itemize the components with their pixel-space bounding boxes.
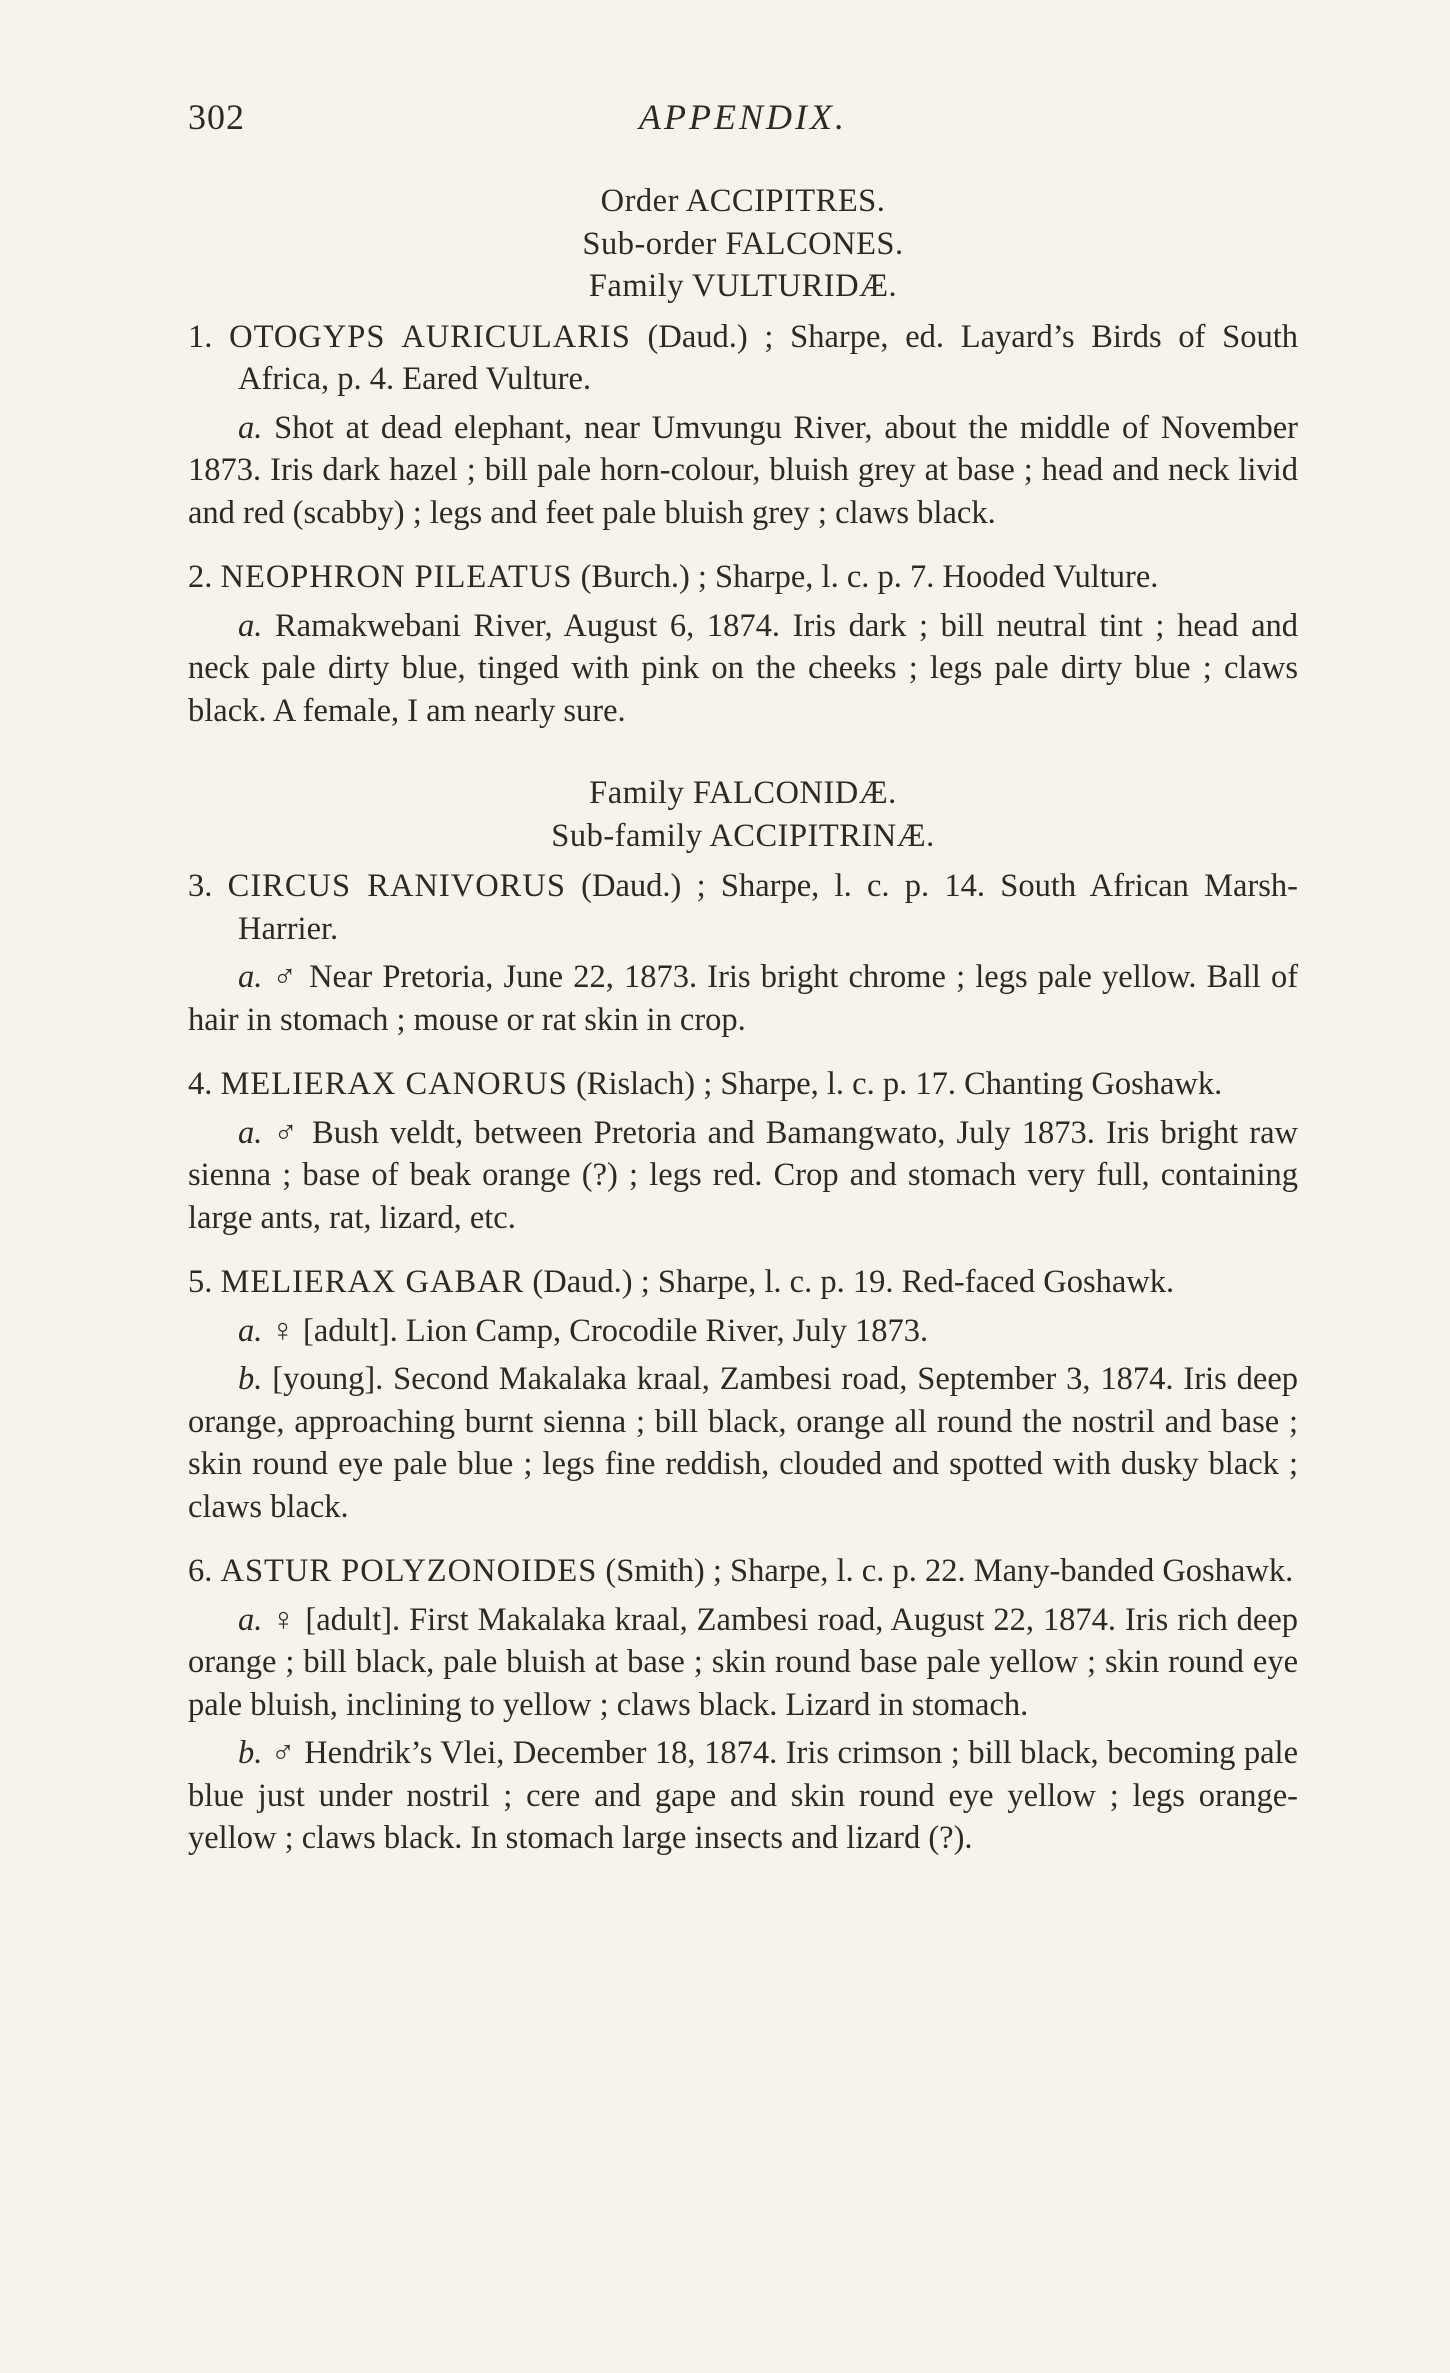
specimen-mark: b. ♂ — [238, 1735, 296, 1771]
entry-number: 4. — [188, 1066, 213, 1102]
species-reference: (Daud.) ; Sharpe, ed. Layard’s Birds of South Africa, p. 4. Eared Vulture. — [238, 318, 1298, 397]
entry-number: 2. — [188, 559, 213, 595]
page-header — [188, 96, 1298, 156]
species-entry — [188, 316, 1298, 401]
specimen-mark: a. ♂ — [238, 1114, 301, 1151]
specimen-mark: a. ♂ — [238, 959, 299, 995]
specimen-mark: a. ♀ — [238, 1312, 295, 1349]
order-heading: Order ACCIPITRES. — [600, 183, 886, 219]
specimen-mark: b. — [238, 1361, 263, 1397]
specimen-mark: a. — [238, 409, 263, 446]
specimen-note — [188, 1112, 1298, 1240]
specimen-text: [adult]. Lion Camp, Crocodile River, July 1873. — [294, 1312, 929, 1349]
running-title: APPENDIX. — [639, 97, 847, 137]
species-entry — [188, 1063, 1298, 1106]
entry-number: 1. — [188, 318, 213, 355]
species-name: MELIERAX GABAR — [220, 1264, 525, 1300]
species-entry — [188, 1261, 1298, 1304]
species-name: ASTUR POLYZONOIDES — [220, 1553, 598, 1589]
specimen-mark: a. — [238, 607, 263, 644]
specimen-text: Ramakwebani River, August 6, 1874. Iris dark ; bill neutral tint ; head and neck pale dirty blue, tinged with pink on the cheeks ; legs pale dirty blue ; claws black. A female, I am nearly sure. — [188, 607, 1298, 729]
specimen-text: Bush veldt, between Pretoria and Bamangwato, July 1873. Iris bright raw sienna ; base of beak orange (?) ; legs red. Crop and stomach very full, containing large ants, rat, lizard, etc. — [188, 1114, 1298, 1236]
specimen-text: Hendrik’s Vlei, December 18, 1874. Iris crimson ; bill black, becoming pale blue just under nostril ; cere and gape and skin round eye yellow ; legs orange-yellow ; claws black. In stomach large insects and lizard (?). — [188, 1735, 1299, 1856]
family-heading: Family FALCONIDÆ. — [589, 775, 897, 811]
entry-number: 6. — [188, 1553, 213, 1589]
species-reference: (Burch.) ; Sharpe, l. c. p. 7. Hooded Vulture. — [572, 559, 1159, 595]
specimen-note — [188, 1358, 1298, 1528]
specimen-note — [188, 407, 1298, 535]
specimen-note — [188, 1310, 1298, 1353]
specimen-mark: a. ♀ — [238, 1601, 297, 1638]
specimen-text: [young]. Second Makalaka kraal, Zambesi road, September 3, 1874. Iris deep orange, approaching burnt sienna ; bill black, orange all round the nostril and base ; skin round eye pale blue ; legs fine reddish, clouded and spotted with dusky black ; claws black. — [188, 1361, 1298, 1525]
page-number: 302 — [188, 97, 245, 137]
species-name: OTOGYPS AURICULARIS — [229, 318, 631, 355]
subfamily-heading: Sub-family ACCIPITRINÆ. — [551, 817, 935, 854]
species-reference: (Daud.) ; Sharpe, l. c. p. 19. Red-faced Goshawk. — [524, 1264, 1175, 1300]
species-entry — [188, 1550, 1298, 1593]
page-body — [188, 180, 1298, 1860]
specimen-text: Shot at dead elephant, near Umvungu River, about the middle of November 1873. Iris dark hazel ; bill pale horn-colour, bluish grey at base ; head and neck livid and red (scabby) ; legs and feet pale bluish grey ; claws black. — [188, 409, 1298, 531]
species-reference: (Daud.) ; Sharpe, l. c. p. 14. South African Marsh-Harrier. — [238, 868, 1298, 947]
specimen-note — [188, 605, 1298, 733]
species-entry — [188, 865, 1298, 950]
specimen-text: [adult]. First Makalaka kraal, Zambesi road, August 22, 1874. Iris rich deep orange ; bill black, pale bluish at base ; skin round base pale yellow ; skin round eye pale bluish, inclining to yellow ; claws black. Lizard in stomach. — [188, 1601, 1299, 1723]
specimen-note — [188, 1599, 1298, 1727]
specimen-text: Near Pretoria, June 22, 1873. Iris bright chrome ; legs pale yellow. Ball of hair in stomach ; mouse or rat skin in crop. — [188, 959, 1299, 1038]
species-entry — [188, 556, 1298, 599]
species-reference: (Rislach) ; Sharpe, l. c. p. 17. Chanting Goshawk. — [567, 1066, 1223, 1102]
specimen-note — [188, 1732, 1298, 1860]
entry-number: 5. — [188, 1264, 213, 1300]
entry-number: 3. — [188, 868, 213, 904]
species-name: MELIERAX CANORUS — [220, 1066, 568, 1102]
species-name: NEOPHRON PILEATUS — [220, 559, 573, 595]
family-heading: Family VULTURIDÆ. — [588, 268, 898, 304]
species-name: CIRCUS RANIVORUS — [227, 868, 566, 904]
suborder-heading: Sub-order FALCONES. — [582, 225, 904, 262]
specimen-note — [188, 956, 1298, 1041]
species-reference: (Smith) ; Sharpe, l. c. p. 22. Many-banded Goshawk. — [597, 1553, 1294, 1589]
